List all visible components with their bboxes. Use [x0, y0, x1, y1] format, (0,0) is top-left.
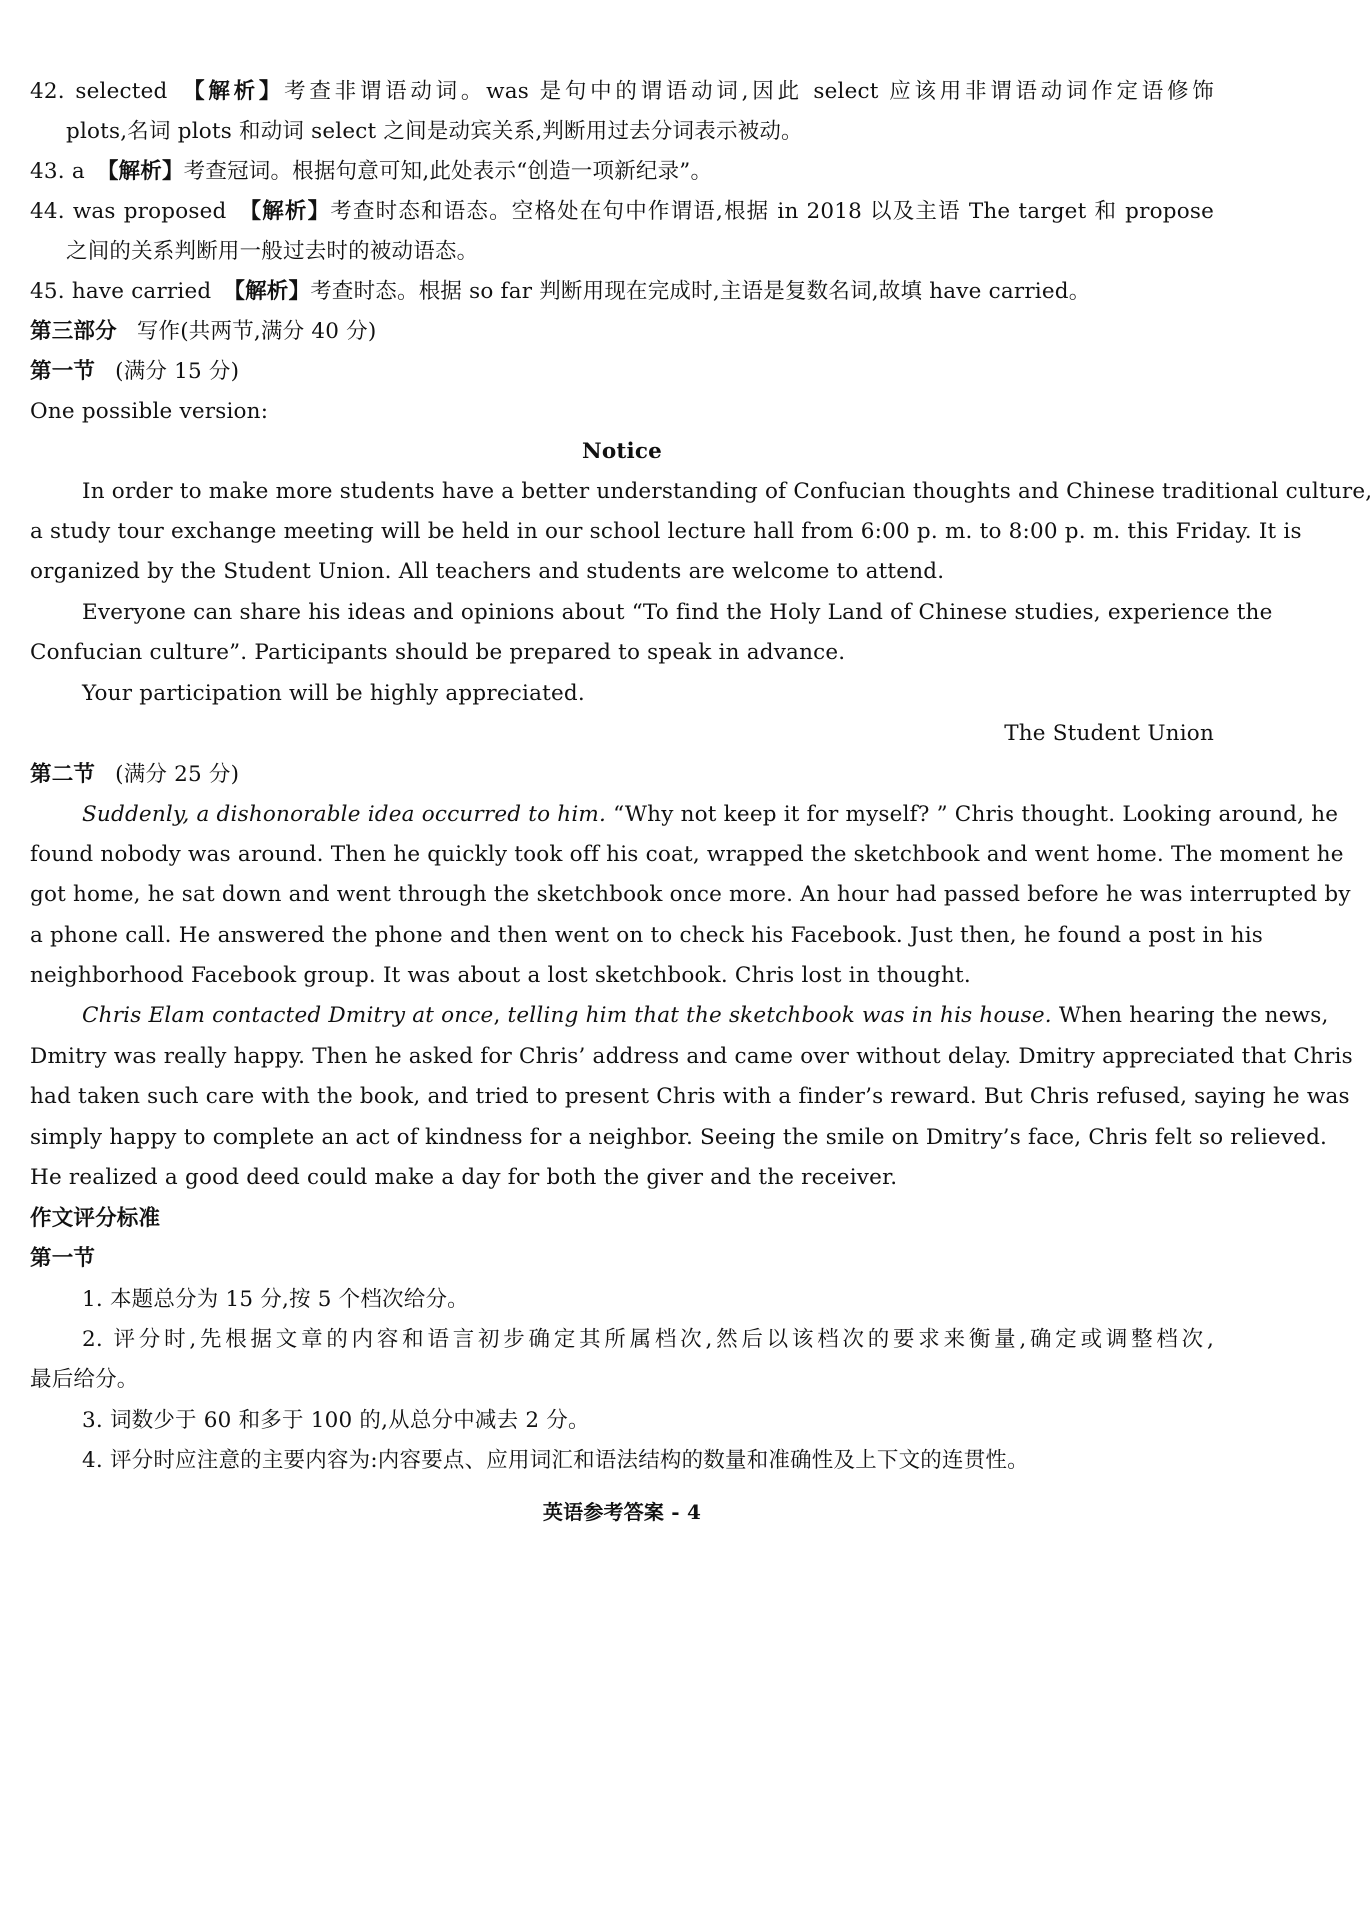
section2-heading: [30, 760, 1214, 790]
story-p2-given-a: Chris Elam contacted Dmitry at once: [82, 1003, 494, 1028]
section1-title: 第一节: [30, 359, 96, 384]
notice-line-1: In order to make more students have a better understanding of Confucian thoughts and Chinese traditional culture,: [82, 479, 1372, 504]
item-42-label: 42. selected: [30, 79, 168, 104]
item-44-line-2: 之间的关系判断用一般过去时的被动语态。: [66, 239, 479, 264]
criteria-rule-3: 3. 词数少于 60 和多于 100 的,从总分中减去 2 分。: [82, 1408, 590, 1433]
part3-heading: [30, 317, 1214, 347]
story-p1-line-2: found nobody was around. Then he quickly took off his coat, wrapped the sketchbook and went home. The moment he: [30, 842, 1344, 867]
criteria-rule-1: 1. 本题总分为 15 分,按 5 个档次给分。: [82, 1287, 469, 1312]
item-45-label: 45. have carried: [30, 279, 212, 304]
analysis-tag: 【解析】: [223, 279, 311, 304]
item-45-line: [30, 277, 1214, 307]
item-42-line-2: plots,名词 plots 和动词 select 之间是动宾关系,判断用过去分词表示被动。: [66, 119, 803, 144]
item-44-label: 44. was proposed: [30, 199, 227, 224]
version-label: One possible version:: [30, 399, 269, 424]
criteria-heading: 作文评分标准: [30, 1206, 161, 1231]
story-p2-comma: ,: [493, 1003, 508, 1028]
story-p2-line-1: [82, 1001, 1329, 1031]
story-p2-line-5: He realized a good deed could make a day for both the giver and the receiver.: [30, 1165, 898, 1190]
story-p1-line-1: [82, 800, 1339, 830]
criteria-section1-heading: 第一节: [30, 1246, 96, 1271]
story-p2-line-3: had taken such care with the book, and tried to present Chris with a finder’s reward. But Chris refused, saying he was: [30, 1084, 1350, 1109]
item-42-text: 考查非谓语动词。was 是句中的谓语动词,因此 select 应该用非谓语动词作定语修饰: [284, 79, 1214, 104]
item-43-label: 43. a: [30, 159, 85, 184]
section1-score: (满分 15 分): [115, 359, 240, 384]
page-footer: 英语参考答案 - 4: [542, 1500, 702, 1524]
notice-title: Notice: [581, 439, 663, 464]
criteria-rule-2b: 最后给分。: [30, 1367, 139, 1392]
analysis-tag: 【解析】: [179, 79, 285, 104]
story-p1-text: “Why not keep it for myself? ” Chris thought. Looking around, he: [606, 802, 1339, 827]
story-p2-given-b: telling him that the sketchbook was in his house.: [507, 1003, 1052, 1028]
item-43-line: [30, 157, 1214, 187]
part3-subtitle: 写作(共两节,满分 40 分): [136, 319, 377, 344]
notice-line-3: organized by the Student Union. All teachers and students are welcome to attend.: [30, 559, 945, 584]
item-44-line-1: [30, 197, 1214, 227]
notice-line-6: Your participation will be highly appreciated.: [82, 681, 585, 706]
part3-title: 第三部分: [30, 319, 117, 344]
analysis-tag: 【解析】: [96, 159, 184, 184]
story-p1-line-3: got home, he sat down and went through the sketchbook once more. An hour had passed before he was interrupted by: [30, 882, 1351, 907]
section2-score: (满分 25 分): [115, 762, 240, 787]
notice-line-5: Confucian culture”. Participants should be prepared to speak in advance.: [30, 640, 846, 665]
item-44-text: 考查时态和语态。空格处在句中作谓语,根据 in 2018 以及主语 The target 和 propose: [330, 199, 1215, 224]
section2-title: 第二节: [30, 762, 96, 787]
story-p1-given-sentence: Suddenly, a dishonorable idea occurred to him.: [82, 802, 607, 827]
item-42-line-1: [30, 77, 1214, 107]
story-p2-line-2: Dmitry was really happy. Then he asked for Chris’ address and came over without delay. Dmitry appreciated that Chris: [30, 1044, 1353, 1069]
story-p2-line-4: simply happy to complete an act of kindness for a neighbor. Seeing the smile on Dmitry’s face, Chris felt so relieved.: [30, 1125, 1328, 1150]
story-p1-line-5: neighborhood Facebook group. It was about a lost sketchbook. Chris lost in thought.: [30, 963, 971, 988]
item-45-text: 考查时态。根据 so far 判断用现在完成时,主语是复数名词,故填 have carried。: [310, 279, 1091, 304]
criteria-rule-4: 4. 评分时应注意的主要内容为:内容要点、应用词汇和语法结构的数量和准确性及上下文的连贯性。: [82, 1448, 1029, 1473]
notice-line-2: a study tour exchange meeting will be held in our school lecture hall from 6:00 p. m. to 8:00 p. m. this Friday. It is: [30, 519, 1302, 544]
notice-line-4: Everyone can share his ideas and opinions about “To find the Holy Land of Chinese studies, experience the: [82, 600, 1273, 625]
analysis-tag: 【解析】: [238, 199, 331, 224]
notice-signature: The Student Union: [1004, 721, 1214, 746]
item-43-text: 考查冠词。根据句意可知,此处表示“创造一项新纪录”。: [183, 159, 713, 184]
section1-heading: [30, 357, 1214, 387]
story-p2-text: When hearing the news,: [1051, 1003, 1329, 1028]
criteria-rule-2a: 2. 评分时,先根据文章的内容和语言初步确定其所属档次,然后以该档次的要求来衡量,确定或调整档次,: [82, 1327, 1214, 1352]
story-p1-line-4: a phone call. He answered the phone and then went on to check his Facebook. Just then, he found a post in his: [30, 923, 1264, 948]
